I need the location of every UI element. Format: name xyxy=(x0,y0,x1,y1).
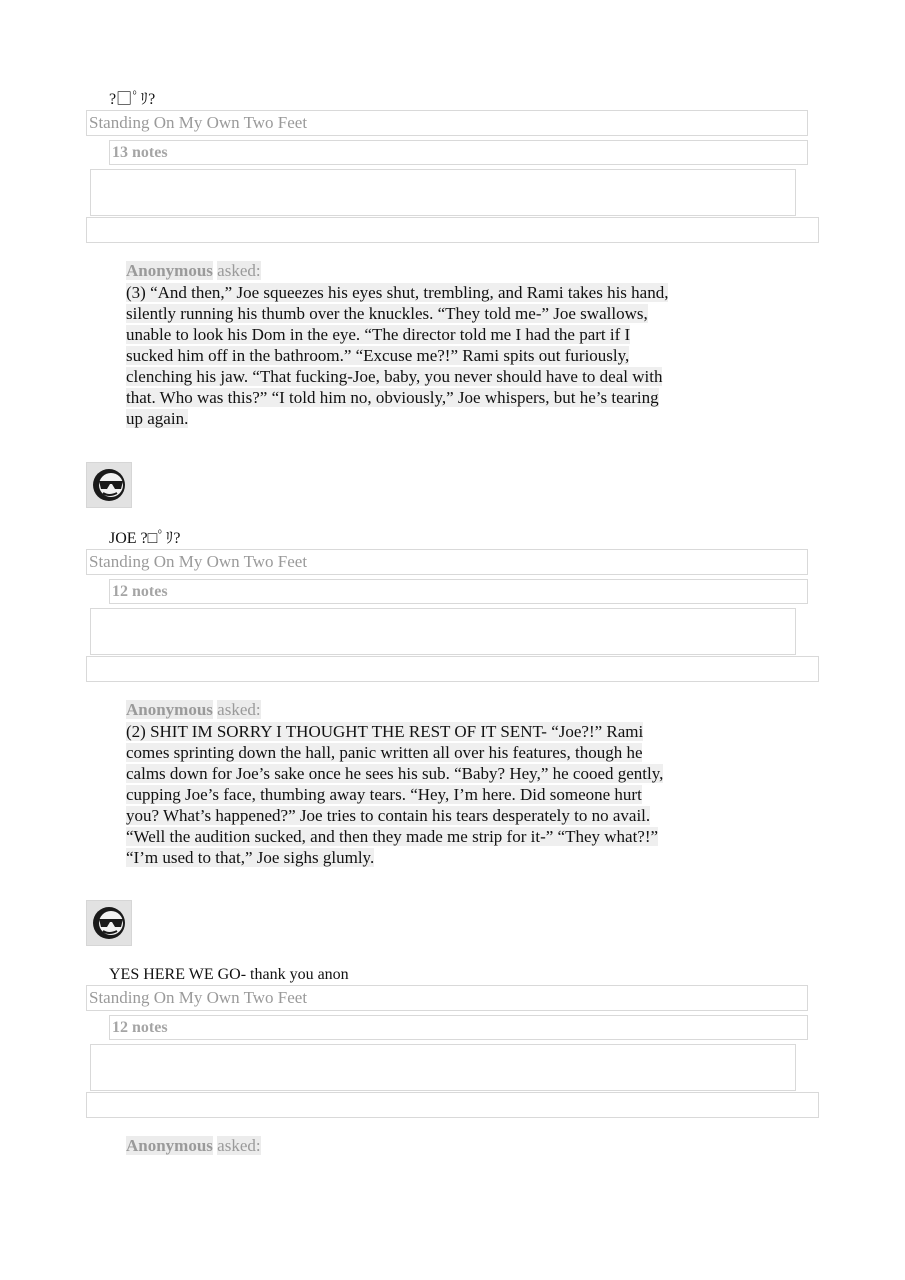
blog-name-link[interactable]: Standing On My Own Two Feet xyxy=(86,110,808,136)
question-line: you? What’s happened?” Joe tries to contain his tears desperately to no avail. xyxy=(126,806,651,825)
sunglasses-face-icon xyxy=(87,901,131,945)
question-text xyxy=(126,721,726,868)
avatar[interactable] xyxy=(86,900,132,946)
post-separator-box xyxy=(86,656,819,682)
question-line: “Well the audition sucked, and then they made me strip for it-” “They what?!” xyxy=(126,827,659,846)
question-text xyxy=(126,282,726,429)
question-line: (2) SHIT IM SORRY I THOUGHT THE REST OF IT SENT- “Joe?!” Rami xyxy=(126,722,644,741)
asker-name[interactable]: Anonymous xyxy=(126,261,213,280)
asker-name[interactable]: Anonymous xyxy=(126,700,213,719)
question-line: calms down for Joe’s sake once he sees his sub. “Baby? Hey,” he cooed gently, xyxy=(126,764,664,783)
question-line: sucked him off in the bathroom.” “Excuse me?!” Rami spits out furiously, xyxy=(126,346,630,365)
question-line: “I’m used to that,” Joe sighs glumly. xyxy=(126,848,375,867)
asked-header xyxy=(126,699,261,721)
post-caption: ?□ﾟﾘ? xyxy=(109,91,156,108)
post-caption: YES HERE WE GO- thank you anon xyxy=(109,966,349,983)
post-caption: JOE ?□ﾟﾘ? xyxy=(109,530,181,547)
question-line: comes sprinting down the hall, panic written all over his features, though he xyxy=(126,743,643,762)
blog-name-link[interactable]: Standing On My Own Two Feet xyxy=(86,549,808,575)
asked-header xyxy=(126,1135,261,1157)
question-line: (3) “And then,” Joe squeezes his eyes shut, trembling, and Rami takes his hand, xyxy=(126,283,669,302)
post-footer-box xyxy=(90,608,796,655)
question-line: that. Who was this?” “I told him no, obviously,” Joe whispers, but he’s tearing xyxy=(126,388,659,407)
question-line: cupping Joe’s face, thumbing away tears. “Hey, I’m here. Did someone hurt xyxy=(126,785,642,804)
question-line: silently running his thumb over the knuckles. “They told me-” Joe swallows, xyxy=(126,304,648,323)
asked-label: asked: xyxy=(217,700,261,719)
asked-label: asked: xyxy=(217,261,261,280)
post-footer-box xyxy=(90,1044,796,1091)
post-footer-box xyxy=(90,169,796,216)
asked-label: asked: xyxy=(217,1136,261,1155)
notes-count-link[interactable]: 12 notes xyxy=(109,579,808,604)
post-separator-box xyxy=(86,1092,819,1118)
notes-count-link[interactable]: 12 notes xyxy=(109,1015,808,1040)
avatar[interactable] xyxy=(86,462,132,508)
notes-count-link[interactable]: 13 notes xyxy=(109,140,808,165)
sunglasses-face-icon xyxy=(87,463,131,507)
question-line: up again. xyxy=(126,409,189,428)
question-line: unable to look his Dom in the eye. “The director told me I had the part if I xyxy=(126,325,631,344)
asker-name[interactable]: Anonymous xyxy=(126,1136,213,1155)
asked-header xyxy=(126,260,261,282)
question-line: clenching his jaw. “That fucking-Joe, baby, you never should have to deal with xyxy=(126,367,663,386)
post-separator-box xyxy=(86,217,819,243)
blog-name-link[interactable]: Standing On My Own Two Feet xyxy=(86,985,808,1011)
